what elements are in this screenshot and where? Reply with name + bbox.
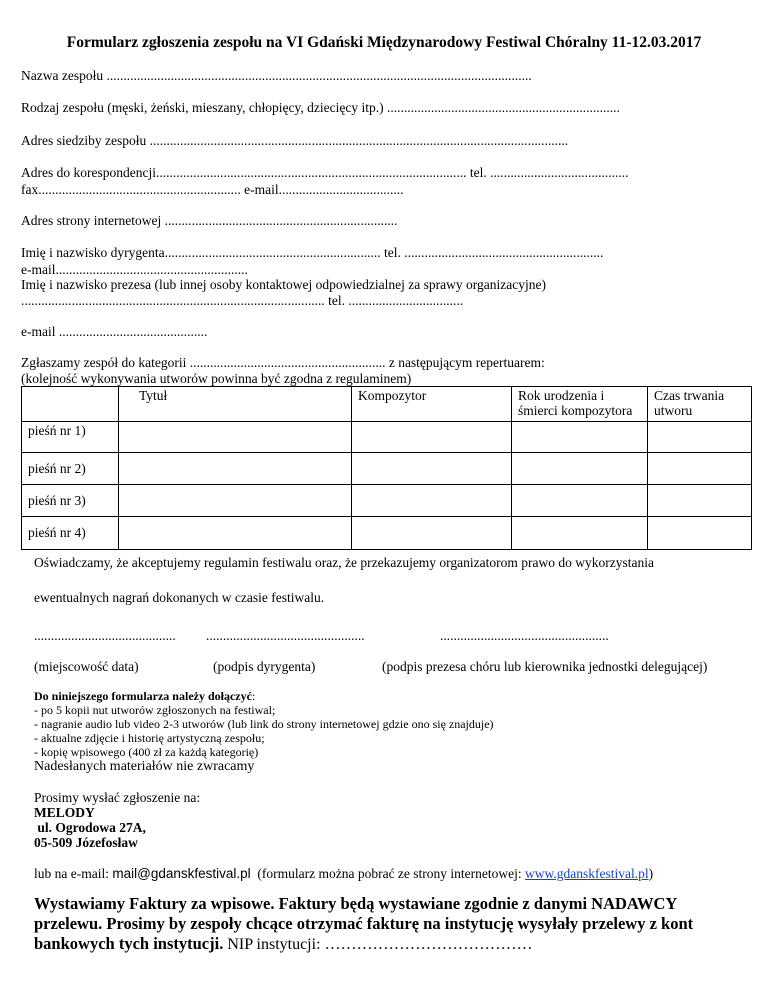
signature-dots-president: ..................................................: [440, 628, 609, 643]
table-header-cell: Tytuł: [119, 387, 352, 422]
invoice-info: Wystawiamy Faktury za wpisowe. Faktury będą wystawiane zgodnie z danymi NADAWCY przelewu. Prosimy by zespoły chcące otrzymać fakturę na instytucję wysyłały przelewy z kont bankowych tych instytucji. NIP instytucji: …………………………………: [34, 894, 694, 953]
website-link[interactable]: www.gdanskfestival.pl: [525, 866, 649, 881]
field-kategoria: Zgłaszamy zespół do kategorii .......................................................... z następującym repertuarem:: [21, 355, 545, 370]
table-cell[interactable]: [352, 485, 512, 517]
table-header-cell: Kompozytor: [352, 387, 512, 422]
send-city: 05-509 Józefosław: [34, 835, 138, 850]
table-cell[interactable]: [119, 422, 352, 453]
statement-line-1: Oświadczamy, że akceptujemy regulamin festiwalu oraz, że przekazujemy organizatorom prawo do wykorzystania: [34, 555, 654, 570]
table-cell[interactable]: [352, 422, 512, 453]
table-header-cell: [22, 387, 119, 422]
field-dyrygent: Imię i nazwisko dyrygenta................................................................ tel. ...........................................................: [21, 245, 604, 260]
table-cell[interactable]: [512, 453, 648, 485]
field-strona-internetowa: Adres strony internetowej .....................................................................: [21, 213, 398, 228]
attachment-item: - aktualne zdjęcie i historię artystyczną zespołu;: [34, 731, 265, 745]
signature-label-president: (podpis prezesa chóru lub kierownika jednostki delegującej): [382, 659, 708, 674]
email-line: lub na e-mail: mail@gdanskfestival.pl (formularz można pobrać ze strony internetowej: www.gdanskfestival.pl): [34, 866, 654, 881]
attachments-heading: Do niniejszego formularza należy dołączyć:: [34, 689, 256, 703]
field-prezes-line: .......................................................................................... tel. ..................................: [21, 293, 464, 308]
send-intro: Prosimy wysłać zgłoszenie na:: [34, 790, 201, 805]
field-prezes: Imię i nazwisko prezesa (lub innej osoby kontaktowej odpowiedzialnej za sprawy organizacyjne): [21, 277, 546, 292]
table-row-label: pieśń nr 4): [22, 517, 119, 550]
field-kolejnosc-note: (kolejność wykonywania utworów powinna być zgodna z regulaminem): [21, 371, 412, 386]
send-street: ul. Ogrodowa 27A,: [34, 820, 146, 835]
repertoire-table: [21, 386, 752, 550]
contact-email[interactable]: mail@gdanskfestival.pl: [112, 866, 251, 881]
table-row: [22, 485, 752, 517]
field-nazwa-zespolu: Nazwa zespołu ..............................................................................................................................: [21, 68, 532, 83]
table-header-row: [22, 387, 752, 422]
signature-label-conductor: (podpis dyrygenta): [213, 659, 316, 674]
field-adres-siedziby: Adres siedziby zespołu ............................................................................................................................: [21, 133, 569, 148]
table-row: [22, 422, 752, 453]
table-cell[interactable]: [512, 517, 648, 550]
table-cell[interactable]: [648, 485, 752, 517]
table-cell[interactable]: [119, 517, 352, 550]
table-row: [22, 517, 752, 550]
table-cell[interactable]: [512, 485, 648, 517]
field-fax-email: fax............................................................ e-mail.....................................: [21, 182, 404, 197]
table-cell[interactable]: [648, 517, 752, 550]
table-row-label: pieśń nr 1): [22, 422, 119, 453]
statement-line-2: ewentualnych nagrań dokonanych w czasie festiwalu.: [34, 590, 325, 605]
signature-dots-conductor: ...............................................: [206, 628, 365, 643]
page-title: Formularz zgłoszenia zespołu na VI Gdański Międzynarodowy Festiwal Chóralny 11-12.03.2017: [66, 34, 702, 51]
attachment-item: - nagranie audio lub video 2-3 utworów (lub link do strony internetowej gdzie ono się znajduje): [34, 717, 494, 731]
attachment-item: - po 5 kopii nut utworów zgłoszonych na festiwal;: [34, 703, 276, 717]
attachment-item: - kopię wpisowego (400 zł za każdą kategorię): [34, 745, 259, 759]
signature-label-place: (miejscowość data): [34, 659, 139, 674]
table-cell[interactable]: [512, 422, 648, 453]
table-row-label: pieśń nr 3): [22, 485, 119, 517]
field-adres-korespondencji: Adres do korespondencji............................................................................................ tel. .........................................: [21, 165, 629, 180]
table-header-cell: Rok urodzenia i śmierci kompozytora: [512, 387, 648, 422]
table-cell[interactable]: [119, 453, 352, 485]
table-header-cell: Czas trwania utworu: [648, 387, 752, 422]
table-cell[interactable]: [352, 453, 512, 485]
table-cell[interactable]: [648, 422, 752, 453]
attachments-note: Nadesłanych materiałów nie zwracamy: [34, 759, 255, 774]
field-rodzaj-zespolu: Rodzaj zespołu (męski, żeński, mieszany, chłopięcy, dziecięcy itp.) .....................................................................: [21, 100, 620, 115]
table-cell[interactable]: [648, 453, 752, 485]
table-row: [22, 453, 752, 485]
table-cell[interactable]: [119, 485, 352, 517]
send-name: MELODY: [34, 805, 95, 820]
table-row-label: pieśń nr 2): [22, 453, 119, 485]
table-cell[interactable]: [352, 517, 512, 550]
field-email-prezesa: e-mail ............................................: [21, 324, 208, 339]
signature-dots-place: ..........................................: [34, 628, 176, 643]
field-email-dyrygenta: e-mail.........................................................: [21, 262, 248, 277]
